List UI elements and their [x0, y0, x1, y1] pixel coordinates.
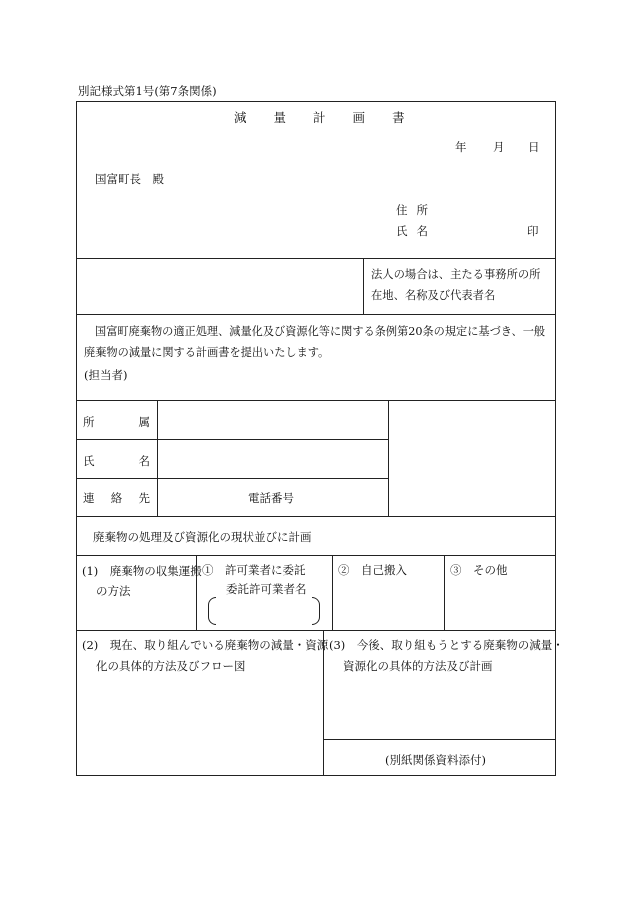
rule-attachment-top [323, 739, 556, 740]
seal-mark: 印 [527, 224, 539, 238]
rule-name-bottom [76, 478, 388, 479]
contact-name-label: 氏 名 [83, 454, 150, 468]
future-plans-heading: (3) 今後、取り組もうとする廃棄物の減量・資源化の具体的方法及び計画 [329, 638, 564, 673]
addressee: 国富町長 殿 [95, 172, 164, 186]
contractor-name-label: 委託許可業者名 [226, 582, 307, 596]
collection-method-heading: (1) 廃棄物の収集運搬の方法 [82, 564, 202, 598]
contact-info-label: 連 絡 先 [83, 491, 150, 505]
option-contractor: ① 許可業者に委託 [202, 563, 306, 577]
rule-body-bottom [76, 400, 556, 401]
corporate-note: 法人の場合は、主たる事務所の所在地、名称及び代表者名 [371, 268, 541, 302]
rule-section-bottom [76, 555, 556, 556]
address-label: 住 所 [396, 203, 428, 217]
option-self-delivery: ② 自己搬入 [338, 563, 407, 577]
name-label: 氏 名 [396, 224, 428, 238]
rule-affiliation-bottom [76, 439, 388, 440]
contractor-bracket-left [208, 597, 216, 625]
affiliation-label: 所 属 [83, 415, 150, 429]
rule-corporate-divider [363, 258, 364, 314]
date-month: 月 [493, 140, 505, 154]
date-day: 日 [528, 140, 540, 154]
section-title: 廃棄物の処理及び資源化の現状並びに計画 [93, 530, 312, 544]
contractor-bracket-right [312, 597, 320, 625]
rule-contact-label-divider [157, 400, 158, 516]
rule-contact-bottom [76, 516, 556, 517]
phone-label: 電話番号 [248, 491, 294, 505]
form-title: 減 量 計 画 書 [234, 110, 405, 125]
rule-collection-bottom [76, 630, 556, 631]
rule-collection-divider-2 [332, 555, 333, 630]
form-number-note: 別記様式第1号(第7条関係) [78, 84, 217, 98]
contact-person-label: (担当者) [84, 368, 128, 382]
current-efforts-heading: (2) 現在、取り組んでいる廃棄物の減量・資源化の具体的方法及びフロー図 [82, 638, 329, 673]
rule-contact-right-divider [388, 400, 389, 516]
date-year: 年 [455, 140, 467, 154]
rule-collection-divider-3 [444, 555, 445, 630]
option-other: ③ その他 [450, 563, 508, 577]
rule-corporate-bottom [76, 314, 556, 315]
attachment-note: (別紙関係資料添付) [385, 753, 486, 767]
submission-statement: 国富町廃棄物の適正処理、減量化及び資源化等に関する条例第20条の規定に基づき、一般廃棄物の減量に関する計画書を提出いたします。 [84, 325, 546, 359]
rule-applicant-bottom [76, 258, 556, 259]
